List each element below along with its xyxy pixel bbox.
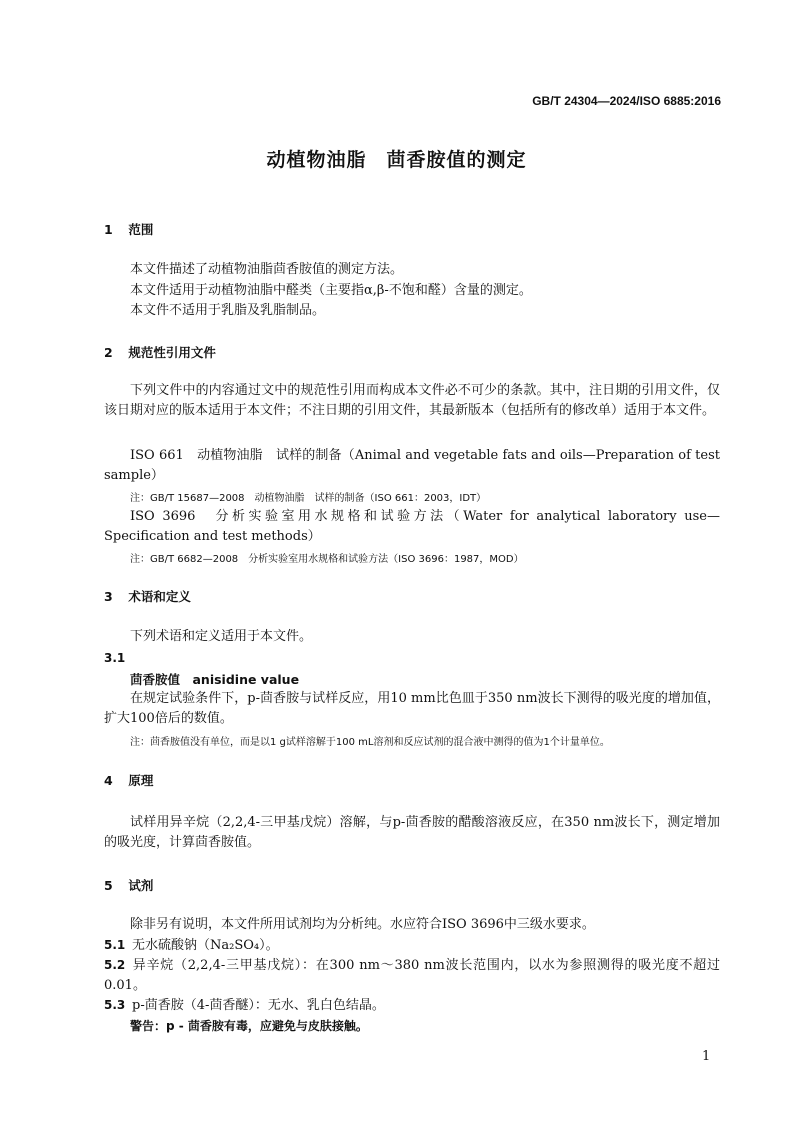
- terms-intro: 下列术语和定义适用于本文件。: [130, 629, 313, 644]
- item-text: 异辛烷（2,2,4-三甲基戊烷）：在300 nm～380 nm波长范围内，以水为参照测得的吸光度不超过0.01。: [104, 958, 720, 993]
- reference-iso-661: ISO 661 动植物油脂 试样的制备（Animal and vegetable fats and oils—Preparation of test sample）: [104, 448, 720, 483]
- term-definition: 在规定试验条件下，p-茴香胺与试样反应，用10 mm比色皿于350 nm波长下测得的吸光度的增加值，扩大100倍后的数值。: [104, 691, 720, 726]
- section-number: 2: [104, 345, 113, 360]
- scope-paragraph-1: 本文件描述了动植物油脂茴香胺值的测定方法。: [130, 262, 404, 277]
- page-number: 1: [702, 1049, 711, 1064]
- section-4-heading: [104, 771, 153, 789]
- standard-code: GB/T 24304—2024/ISO 6885:2016: [532, 94, 721, 108]
- section-number: 1: [104, 222, 113, 237]
- item-text: p-茴香胺（4-茴香醚）：无水、乳白色结晶。: [132, 998, 385, 1013]
- reagent-5-2: [104, 955, 720, 996]
- section-title: 规范性引用文件: [128, 345, 216, 360]
- section-3-heading: [104, 587, 191, 605]
- scope-paragraph-2: 本文件适用于动植物油脂中醛类（主要指α,β-不饱和醛）含量的测定。: [130, 283, 532, 298]
- term-anisidine-value: 茴香胺值 anisidine value: [130, 672, 300, 687]
- section-title: 范围: [128, 222, 154, 237]
- note-gbt-6682: 注：GB/T 6682—2008 分析实验室用水规格和试验方法（ISO 3696：1987，MOD）: [130, 554, 524, 565]
- principle-text: 试样用异辛烷（2,2,4-三甲基戊烷）溶解，与p-茴香胺的醋酸溶液反应，在350 nm波长下，测定增加的吸光度，计算茴香胺值。: [104, 815, 720, 850]
- scope-paragraph-3: 本文件不适用于乳脂及乳脂制品。: [130, 303, 326, 318]
- item-number: 5.3: [104, 998, 126, 1012]
- reagents-intro: 除非另有说明，本文件所用试剂均为分析纯。水应符合ISO 3696中三级水要求。: [130, 917, 595, 932]
- term-note: 注：茴香胺值没有单位，而是以1 g试样溶解于100 mL溶剂和反应试剂的混合液中测得的值为1个计量单位。: [130, 737, 610, 748]
- subclause-number: 3.1: [104, 651, 126, 665]
- document-title: 动植物油脂 茴香胺值的测定: [266, 149, 527, 171]
- section-number: 5: [104, 878, 113, 893]
- item-number: 5.2: [104, 958, 126, 972]
- reagent-5-3: [104, 995, 385, 1016]
- section-title: 试剂: [128, 878, 154, 893]
- note-gbt-15687: 注：GB/T 15687—2008 动植物油脂 试样的制备（ISO 661：2003，IDT）: [130, 493, 487, 504]
- section-1-heading: [104, 220, 153, 238]
- warning-text: 警告：p - 茴香胺有毒，应避免与皮肤接触。: [130, 1019, 368, 1033]
- reference-iso-3696: ISO 3696 分析实验室用水规格和试验方法（Water for analytical laboratory use—Specification and test methods）: [104, 509, 720, 544]
- normative-intro: 下列文件中的内容通过文中的规范性引用而构成本文件必不可少的条款。其中，注日期的引用文件，仅该日期对应的版本适用于本文件；不注日期的引用文件，其最新版本（包括所有的修改单）适用于本文件。: [104, 383, 720, 418]
- section-title: 原理: [128, 773, 154, 788]
- reagent-5-1: [104, 935, 279, 956]
- item-text: 无水硫酸钠（Na₂SO₄）。: [132, 938, 279, 953]
- section-5-heading: [104, 876, 153, 894]
- section-2-heading: [104, 343, 216, 361]
- section-number: 4: [104, 773, 113, 788]
- item-number: 5.1: [104, 938, 126, 952]
- section-number: 3: [104, 589, 113, 604]
- section-title: 术语和定义: [128, 589, 191, 604]
